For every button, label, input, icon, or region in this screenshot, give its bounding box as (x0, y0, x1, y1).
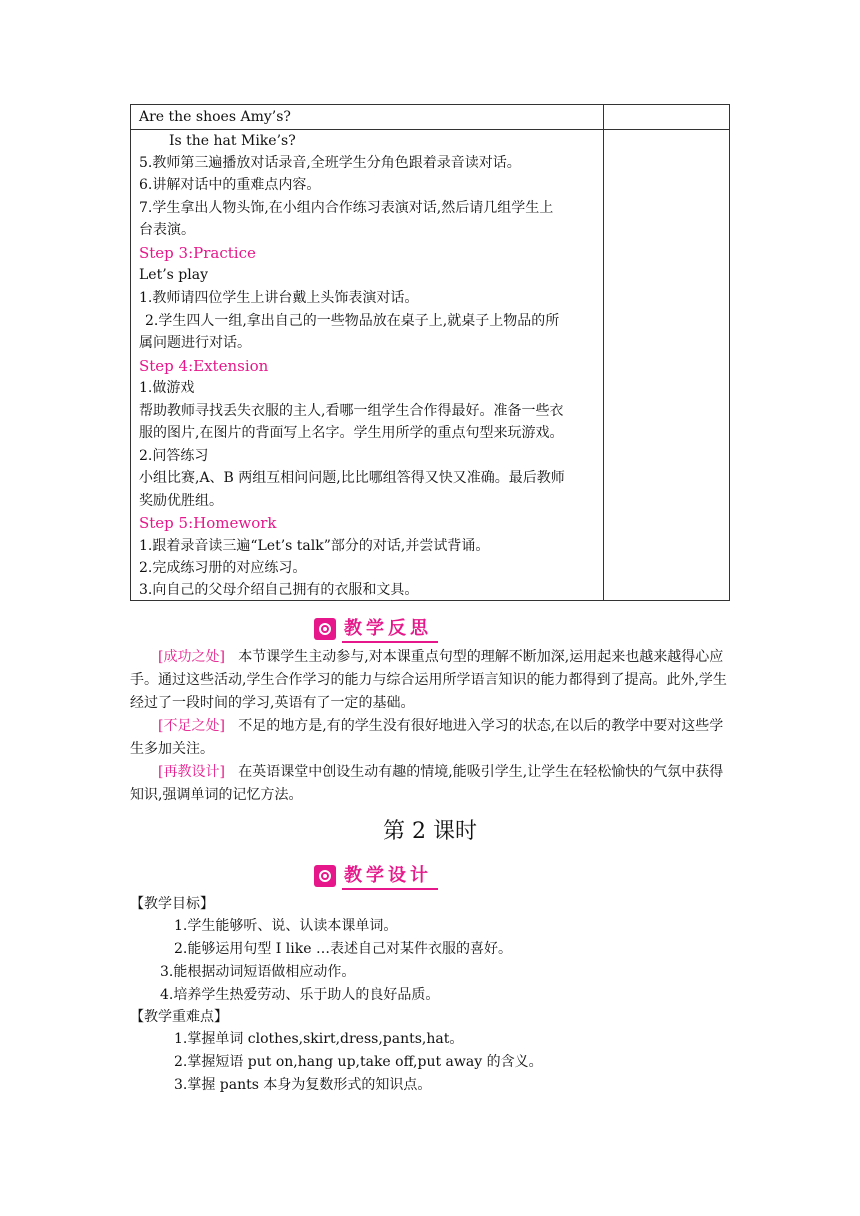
table-line: Let’s play (139, 267, 208, 283)
table-line: 1.跟着录音读三遍“Let’s talk”部分的对话,并尝试背诵。 (139, 538, 490, 554)
redesign-text: 在英语课堂中创设生动有趣的情境,能吸引学生,让学生在轻松愉快的气氛中获得知识,强调单词的记忆方法。 (130, 764, 724, 803)
weak-tag: [不足之处] (158, 718, 225, 734)
procedure-table (130, 104, 730, 601)
design-header (314, 861, 438, 890)
reflection-success (130, 646, 730, 715)
lesson-title: 第 2 课时 (383, 819, 477, 844)
goal-item: 4.培养学生热爱劳动、乐于助人的良好品质。 (160, 987, 440, 1003)
table-line: Is the hat Mike’s? (169, 133, 296, 149)
reflection-header (314, 614, 438, 643)
reflection-weakness (130, 715, 730, 761)
table-line: 1.教师请四位学生上讲台戴上头饰表演对话。 (139, 290, 419, 306)
table-line: 6.讲解对话中的重难点内容。 (139, 177, 321, 193)
keypoint-item: 1.掌握单词 clothes,skirt,dress,pants,hat。 (174, 1031, 464, 1047)
table-line: 5.教师第三遍播放对话录音,全班学生分角色跟着录音读对话。 (139, 155, 521, 171)
success-text: 本节课学生主动参与,对本课重点句型的理解不断加深,运用起来也越来越得心应手。通过这些活动,学生合作学习的能力与综合运用所学语言知识的能力都得到了提高。此外,学生经过了一段时间的学习,英语有了一定的基础。 (130, 649, 727, 711)
table-line: 台表演。 (139, 222, 195, 238)
goal-item: 2.能够运用句型 I like …表述自己对某件衣服的喜好。 (174, 941, 512, 957)
table-line: 服的图片,在图片的背面写上名字。学生用所学的重点句型来玩游戏。 (139, 425, 564, 441)
table-line: 2.学生四人一组,拿出自己的一些物品放在桌子上,就桌子上物品的所 (145, 313, 560, 329)
table-line: 奖励优胜组。 (139, 493, 223, 509)
keypoints-heading: 【教学重难点】 (130, 1009, 228, 1025)
goal-item: 3.能根据动词短语做相应动作。 (160, 964, 356, 980)
goals-heading: 【教学目标】 (130, 896, 214, 912)
keypoint-item: 3.掌握 pants 本身为复数形式的知识点。 (174, 1077, 432, 1093)
table-line: 7.学生拿出人物头饰,在小组内合作练习表演对话,然后请几组学生上 (139, 200, 554, 216)
step-heading: Step 4:Extension (139, 357, 269, 375)
table-line: 属问题进行对话。 (139, 335, 251, 351)
table-line: 1.做游戏 (139, 380, 195, 396)
table-header-row: Are the shoes Amy’s? (139, 109, 291, 125)
table-line: 2.完成练习册的对应练习。 (139, 560, 307, 576)
table-line: 小组比赛,A、B 两组互相问问题,比比哪组答得又快又准确。最后教师 (139, 470, 565, 486)
table-line: 2.问答练习 (139, 448, 209, 464)
reflection-header-text: 教学反思 (342, 614, 438, 643)
table-row-divider (131, 129, 729, 130)
keypoint-item: 2.掌握短语 put on,hang up,take off,put away 的含义。 (174, 1054, 543, 1070)
section-logo-icon (314, 618, 336, 640)
weak-text: 不足的地方是,有的学生没有很好地进入学习的状态,在以后的教学中要对这些学生多加关注。 (130, 718, 724, 757)
success-tag: [成功之处] (158, 649, 225, 665)
redesign-tag: [再教设计] (158, 764, 225, 780)
table-line: 帮助教师寻找丢失衣服的主人,看哪一组学生合作得最好。准备一些衣 (139, 403, 564, 419)
step-heading: Step 5:Homework (139, 514, 277, 532)
table-column-divider (603, 105, 604, 600)
step-heading: Step 3:Practice (139, 244, 256, 262)
reflection-redesign (130, 761, 730, 807)
goal-item: 1.学生能够听、说、认读本课单词。 (174, 918, 398, 934)
table-line: 3.向自己的父母介绍自己拥有的衣服和文具。 (139, 582, 419, 598)
section-logo-icon (314, 865, 336, 887)
design-header-text: 教学设计 (342, 861, 438, 890)
